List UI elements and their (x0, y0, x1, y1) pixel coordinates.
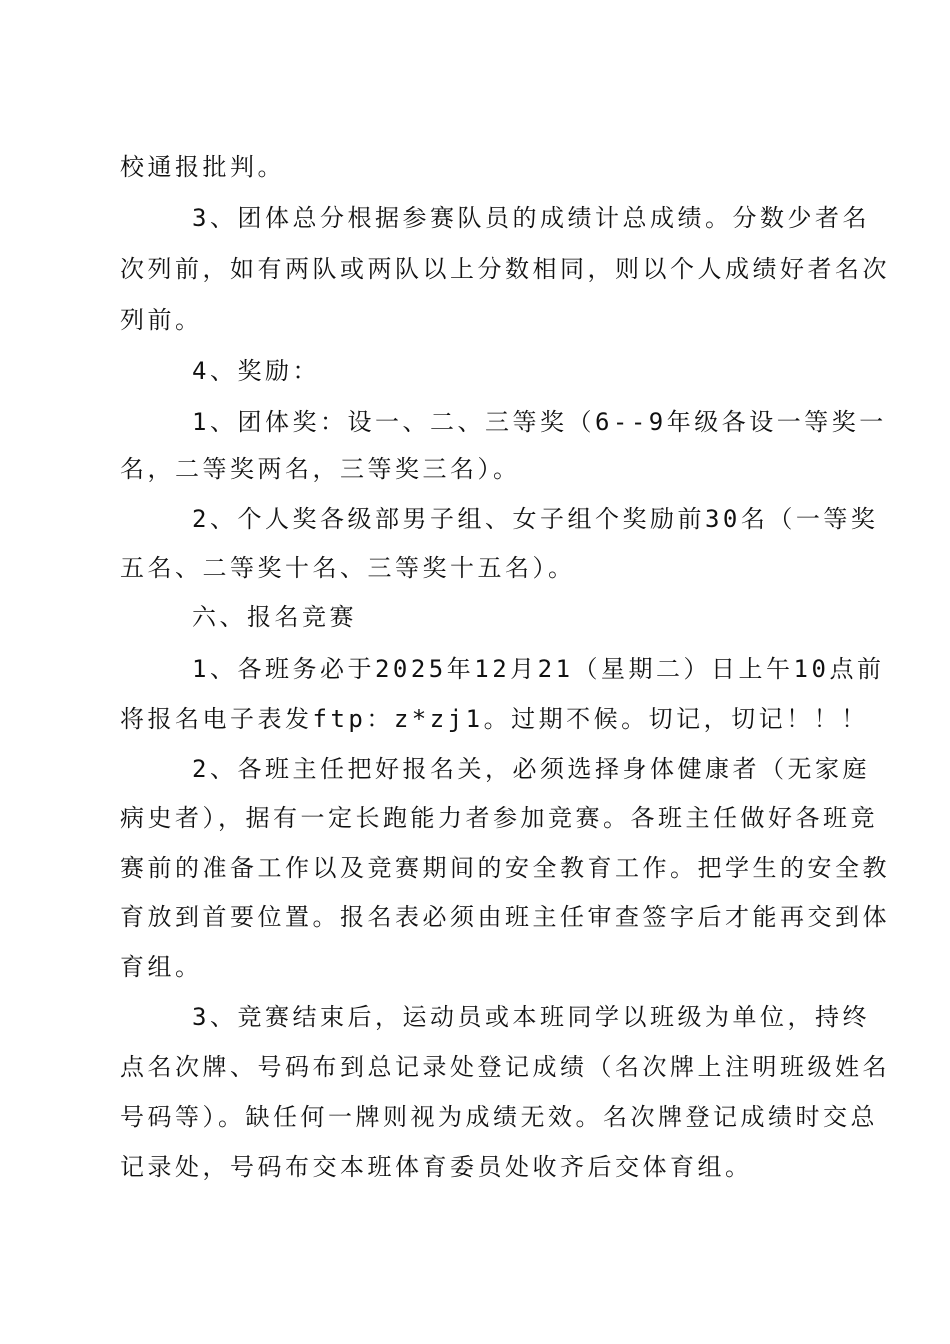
text-line: 病史者），据有一定长跑能力者参加竞赛。各班主任做好各班竞 (120, 804, 878, 832)
text-line: 将报名电子表发ftp：z*zj1。过期不候。切记，切记！！！ (120, 705, 869, 733)
section-heading: 六、报名竞赛 (192, 603, 357, 631)
text-line: 3、竞赛结束后，运动员或本班同学以班级为单位，持终 (192, 1003, 870, 1031)
text-line: 2、个人奖各级部男子组、女子组个奖励前30名（一等奖 (192, 505, 879, 533)
text-line: 点名次牌、号码布到总记录处登记成绩（名次牌上注明班级姓名 (120, 1053, 890, 1081)
text-line: 记录处，号码布交本班体育委员处收齐后交体育组。 (120, 1153, 753, 1181)
text-line: 赛前的准备工作以及竞赛期间的安全教育工作。把学生的安全教 (120, 854, 890, 882)
text-line: 4、奖励： (192, 357, 320, 385)
text-line: 1、各班务必于2025年12月21（星期二）日上午10点前 (192, 655, 885, 683)
text-line: 次列前，如有两队或两队以上分数相同，则以个人成绩好者名次 (120, 255, 890, 283)
text-line: 列前。 (120, 306, 203, 334)
text-line: 2、各班主任把好报名关，必须选择身体健康者（无家庭 (192, 755, 870, 783)
text-line: 3、团体总分根据参赛队员的成绩计总成绩。分数少者名 (192, 204, 870, 232)
text-line: 育放到首要位置。报名表必须由班主任审查签字后才能再交到体 (120, 903, 890, 931)
text-line: 名，二等奖两名，三等奖三名）。 (120, 455, 521, 483)
text-line: 五名、二等奖十名、三等奖十五名）。 (120, 554, 576, 582)
text-line: 育组。 (120, 953, 203, 981)
text-line: 校通报批判。 (120, 153, 285, 181)
text-line: 1、团体奖：设一、二、三等奖（6--9年级各设一等奖一 (192, 408, 887, 436)
text-line: 号码等）。缺任何一牌则视为成绩无效。名次牌登记成绩时交总 (120, 1103, 878, 1131)
